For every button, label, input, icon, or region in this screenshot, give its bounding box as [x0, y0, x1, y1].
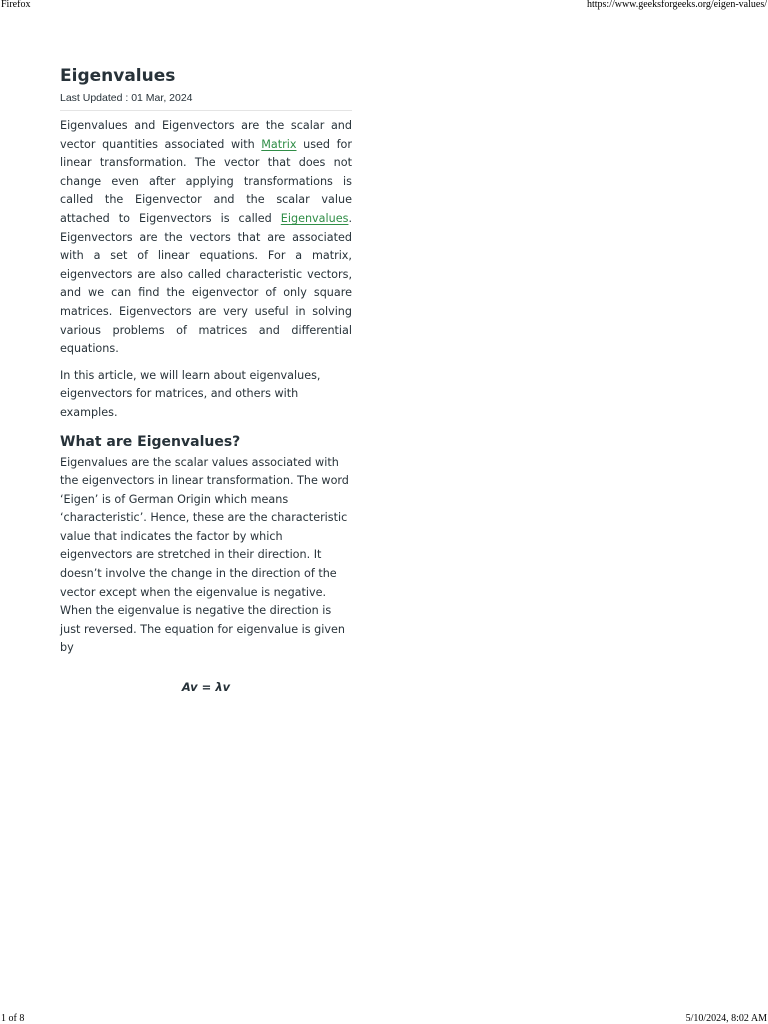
intro-text-2: used for linear transformation. The vector that does not change even after applying transformations is called the Eigenvector and the scalar value attached to Eigenvectors is called — [60, 137, 352, 225]
intro-text-3: . Eigenvectors are the vectors that are associated with a set of linear equations. For a matrix, eigenvectors are also called characteristic vectors, and we can find the eigenvector of only square matrices. Eigenvectors are very useful in solving various problems of matrices and differential equations. — [60, 211, 352, 356]
print-footer-datetime: 5/10/2024, 8:02 AM — [685, 1013, 767, 1024]
last-updated: Last Updated : 01 Mar, 2024 — [60, 92, 352, 111]
matrix-link[interactable]: Matrix — [261, 137, 297, 151]
intro-text-1: Eigenvalues and Eigenvectors are the scalar and vector quantities associated with — [60, 119, 352, 151]
eigenvalue-equation: Av = λv — [181, 680, 231, 695]
intro-paragraph-2: In this article, we will learn about eigenvalues, eigenvectors for matrices, and others with examples. — [60, 368, 321, 419]
print-footer-page: 1 of 8 — [1, 1013, 25, 1024]
section-heading-what-are-eigenvalues: What are Eigenvalues? — [60, 433, 241, 450]
section-body: Eigenvalues are the scalar values associated with the eigenvectors in linear transformation. The word ‘Eigen’ is of German Origin which means ‘characteristic’. Hence, these are the characteristic value that indicates the factor by which eigenvectors are stretched in their direction. It doesn’t involve the change in the direction of the vector except when the eigenvalue is negative. When the eigenvalue is negative the direction is just reversed. The equation for eigenvalue is given by — [60, 455, 349, 655]
page-title: Eigenvalues — [60, 66, 176, 86]
eigenvalues-link[interactable]: Eigenvalues — [280, 211, 349, 225]
intro-paragraph — [60, 117, 352, 359]
article — [60, 64, 352, 694]
print-header-browser: Firefox — [1, 0, 31, 10]
print-header-url: https://www.geeksforgeeks.org/eigen-values/ — [586, 0, 767, 10]
